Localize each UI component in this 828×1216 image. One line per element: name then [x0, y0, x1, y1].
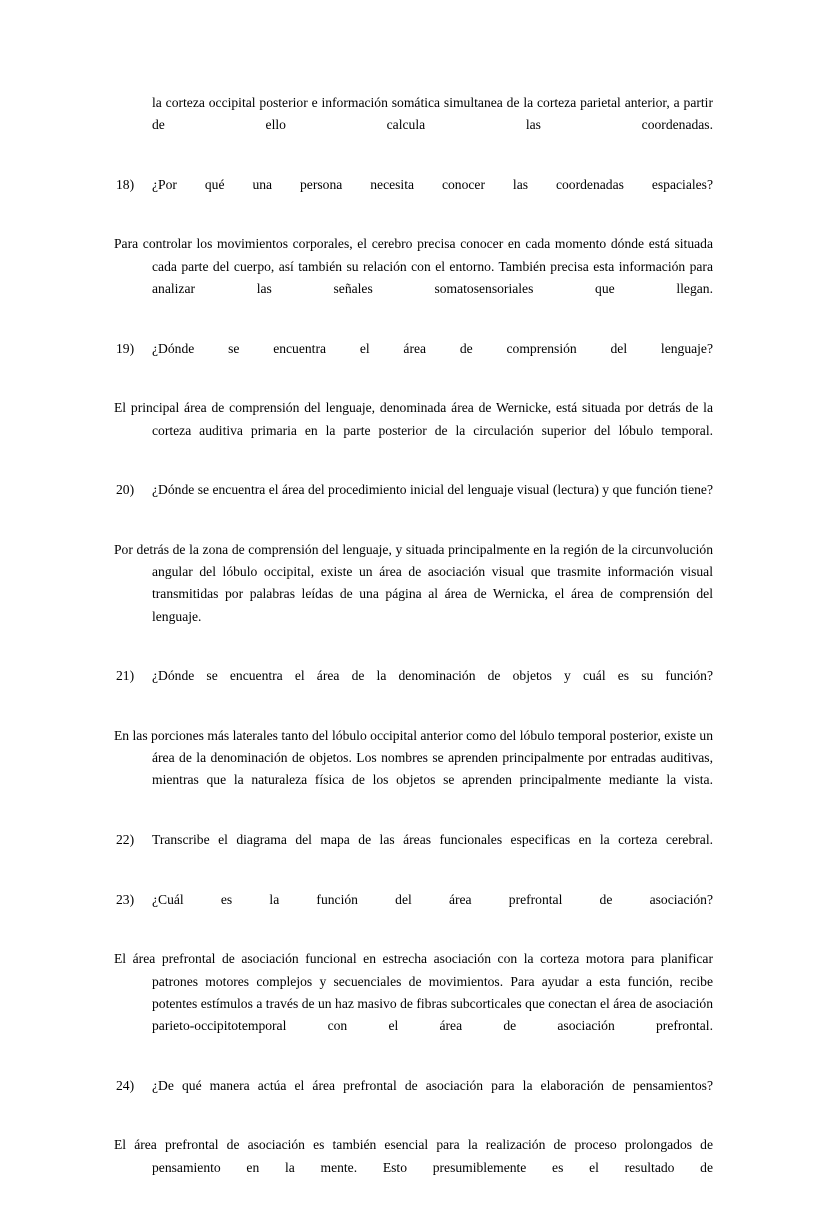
answer-23: El área prefrontal de asociación funcional en estrecha asociación con la corteza motora para planificar patrones motores complejos y secuenciales de movimientos. Para ayudar a esta función, recibe potentes estímulos a través de un haz masivo de fibras subcorticales que conectan el área de asociación parieto-occipitotemporal con el área de asociación prefrontal.	[114, 951, 713, 1034]
question-18	[114, 174, 713, 219]
question-21-text: ¿Dónde se encuentra el área de la denominación de objetos y cuál es su función?	[152, 668, 713, 684]
question-24-number: 24)	[116, 1077, 135, 1093]
question-20	[114, 479, 713, 524]
document-body	[114, 92, 713, 1216]
question-19	[114, 338, 713, 383]
question-23	[114, 889, 713, 934]
question-24	[114, 1075, 713, 1120]
question-22	[114, 829, 713, 874]
question-22-text: Transcribe el diagrama del mapa de las áreas funcionales especificas en la corteza cerebral.	[152, 832, 713, 848]
answer-21: En las porciones más laterales tanto del lóbulo occipital anterior como del lóbulo temporal posterior, existe un área de la denominación de objetos. Los nombres se aprenden principalmente por entradas auditivas, mientras que la naturaleza física de los objetos se aprenden principalmente mediante la vista.	[114, 727, 713, 788]
question-21	[114, 665, 713, 710]
answer-18: Para controlar los movimientos corporales, el cerebro precisa conocer en cada momento dónde está situada cada parte del cuerpo, así también su relación con el entorno. También precisa esta información para analizar las señales somatosensoriales que llegan.	[114, 236, 713, 297]
question-23-text: ¿Cuál es la función del área prefrontal de asociación?	[152, 891, 713, 907]
answer-20: Por detrás de la zona de comprensión del lenguaje, y situada principalmente en la región de la circunvolución angular del lóbulo occipital, existe un área de asociación visual que trasmite información visual transmitidas por palabras leídas de una página al área de Wernicka, el área de comprensión del lenguaje.	[114, 541, 713, 624]
question-23-number: 23)	[116, 891, 135, 907]
answer-19: El principal área de comprensión del lenguaje, denominada área de Wernicke, está situada por detrás de la corteza auditiva primaria en la parte posterior de la circulación superior del lóbulo temporal.	[114, 400, 713, 438]
question-18-number: 18)	[116, 176, 135, 192]
answer-24: El área prefrontal de asociación es también esencial para la realización de proceso prolongados de pensamiento en la mente. Esto presumiblemente es el resultado de	[114, 1137, 713, 1175]
question-20-number: 20)	[116, 482, 135, 498]
question-18-text: ¿Por qué una persona necesita conocer las coordenadas espaciales?	[152, 176, 713, 192]
question-22-number: 22)	[116, 832, 135, 848]
question-20-text: ¿Dónde se encuentra el área del procedimiento inicial del lenguaje visual (lectura) y que función tiene?	[152, 482, 713, 498]
question-19-number: 19)	[116, 340, 135, 356]
paragraph-continuation: la corteza occipital posterior e información somática simultanea de la corteza parietal anterior, a partir de ello calcula las coordenadas.	[152, 95, 713, 133]
question-21-number: 21)	[116, 668, 135, 684]
question-19-text: ¿Dónde se encuentra el área de comprensión del lenguaje?	[152, 340, 713, 356]
question-24-text: ¿De qué manera actúa el área prefrontal de asociación para la elaboración de pensamientos?	[152, 1077, 713, 1093]
